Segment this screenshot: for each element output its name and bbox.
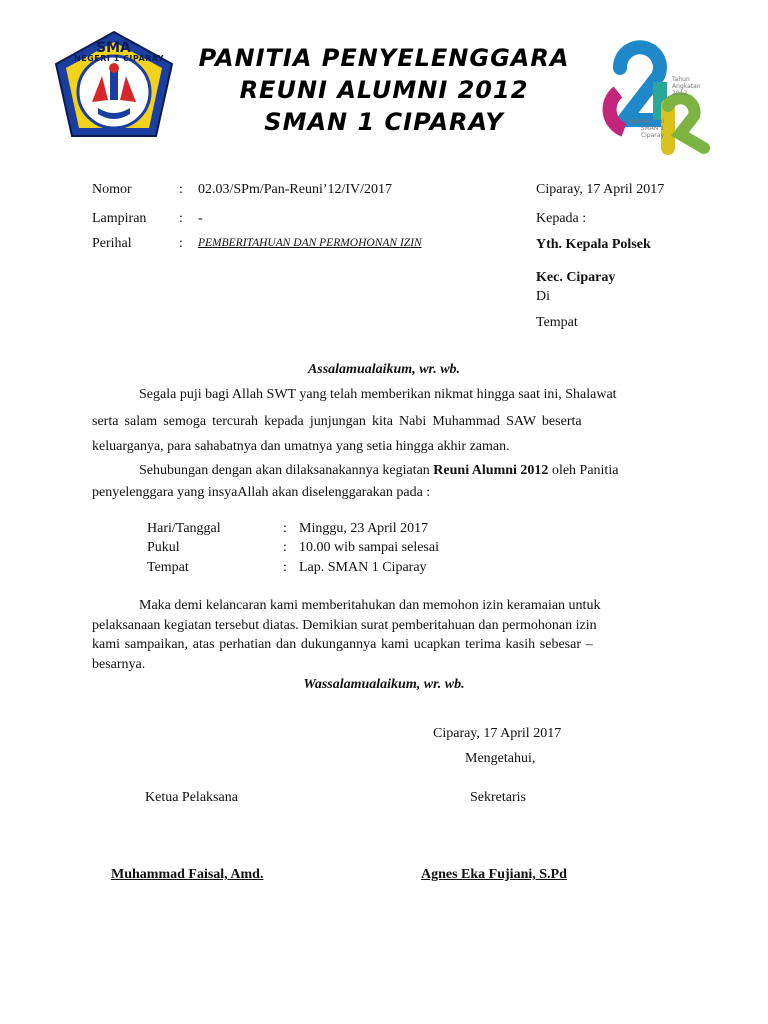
paragraph2-text-pre: Sehubungan dengan akan dilaksanakannya kegiatan — [139, 463, 434, 478]
signatory-right-name: Agnes Eka Fujiani, S.Pd — [421, 867, 567, 882]
perihal-value: PEMBERITAHUAN DAN PERMOHONAN IZIN — [198, 237, 422, 249]
detail-value-time: 10.00 wib sampai selesai — [299, 540, 439, 555]
paragraph1-line1: Segala puji bagi Allah SWT yang telah memberikan nikmat hingga saat ini, Shalawat — [139, 387, 617, 402]
letterhead-title-line1: PANITIA PENYELENGGARA — [198, 44, 570, 72]
logo-small-text-1: Tahun Angkatan 2012 — [672, 76, 701, 97]
nomor-value: 02.03/SPm/Pan-Reuni’12/IV/2017 — [198, 182, 393, 197]
logo-small-text-2: Reuni Alumni SMAN 1 Ciparay — [624, 118, 664, 139]
paragraph3-line2: pelaksanaan kegiatan tersebut diatas. Demikian surat pemberitahuan dan permohonan izin — [92, 618, 597, 633]
closing-salutation: Wassalamualaikum, wr. wb. — [303, 677, 465, 692]
letter-date: Ciparay, 17 April 2017 — [536, 182, 665, 197]
detail-value-date: Minggu, 23 April 2017 — [299, 521, 429, 536]
letterhead-title-line3: SMAN 1 CIPARAY — [264, 108, 504, 136]
recipient-line2: Kec. Ciparay — [536, 270, 616, 285]
letterhead-title-line2: REUNI ALUMNI 2012 — [239, 76, 529, 104]
logo-text-sma: SMA — [96, 40, 131, 56]
tempat-label: Tempat — [536, 315, 578, 330]
lampiran-label: Lampiran — [92, 211, 147, 226]
paragraph3-line3: kami sampaikan, atas perhatian dan dukungannya kami ucapkan terima kasih sebesar – — [92, 637, 593, 652]
detail-colon-date: : — [283, 521, 287, 536]
detail-label-time: Pukul — [147, 540, 180, 555]
paragraph2-line2: penyelenggara yang insyaAllah akan diselenggarakan pada : — [92, 485, 431, 500]
signature-date: Ciparay, 17 April 2017 — [433, 726, 562, 741]
nomor-label: Nomor — [92, 182, 132, 197]
recipient-line1: Yth. Kepala Polsek — [536, 237, 651, 252]
paragraph1-line2: serta salam semoga tercurah kepada junjungan kita Nabi Muhammad SAW beserta — [92, 414, 582, 429]
paragraph3-line4: besarnya. — [92, 657, 146, 672]
detail-colon-place: : — [283, 560, 287, 575]
perihal-label: Perihal — [92, 236, 132, 251]
greeting: Assalamualaikum, wr. wb. — [307, 362, 461, 377]
paragraph2-text-post: oleh Panitia — [548, 463, 619, 478]
perihal-colon: : — [179, 236, 183, 251]
role-right: Sekretaris — [470, 790, 526, 805]
detail-value-place: Lap. SMAN 1 Ciparay — [299, 560, 427, 575]
paragraph3-line1: Maka demi kelancaran kami memberitahukan dan memohon izin keramaian untuk — [139, 598, 601, 613]
detail-label-date: Hari/Tanggal — [147, 521, 221, 536]
signatory-left-name: Muhammad Faisal, Amd. — [111, 867, 264, 882]
detail-colon-time: : — [283, 540, 287, 555]
lampiran-value: - — [198, 211, 203, 226]
kepada-label: Kepada : — [536, 211, 587, 226]
di-label: Di — [536, 289, 550, 304]
role-left: Ketua Pelaksana — [145, 790, 238, 805]
school-logo — [52, 30, 176, 142]
reunion-logo — [584, 24, 732, 158]
paragraph1-line3: keluarganya, para sahabatnya dan umatnya yang setia hingga akhir zaman. — [92, 439, 510, 454]
nomor-colon: : — [179, 182, 183, 197]
detail-label-place: Tempat — [147, 560, 189, 575]
paragraph2-line1 — [139, 463, 618, 479]
mengetahui-label: Mengetahui, — [465, 751, 536, 766]
lampiran-colon: : — [179, 211, 183, 226]
logo-text-ring: NEGERI 1 CIPARAY — [74, 54, 165, 63]
paragraph2-event-name: Reuni Alumni 2012 — [433, 463, 549, 478]
